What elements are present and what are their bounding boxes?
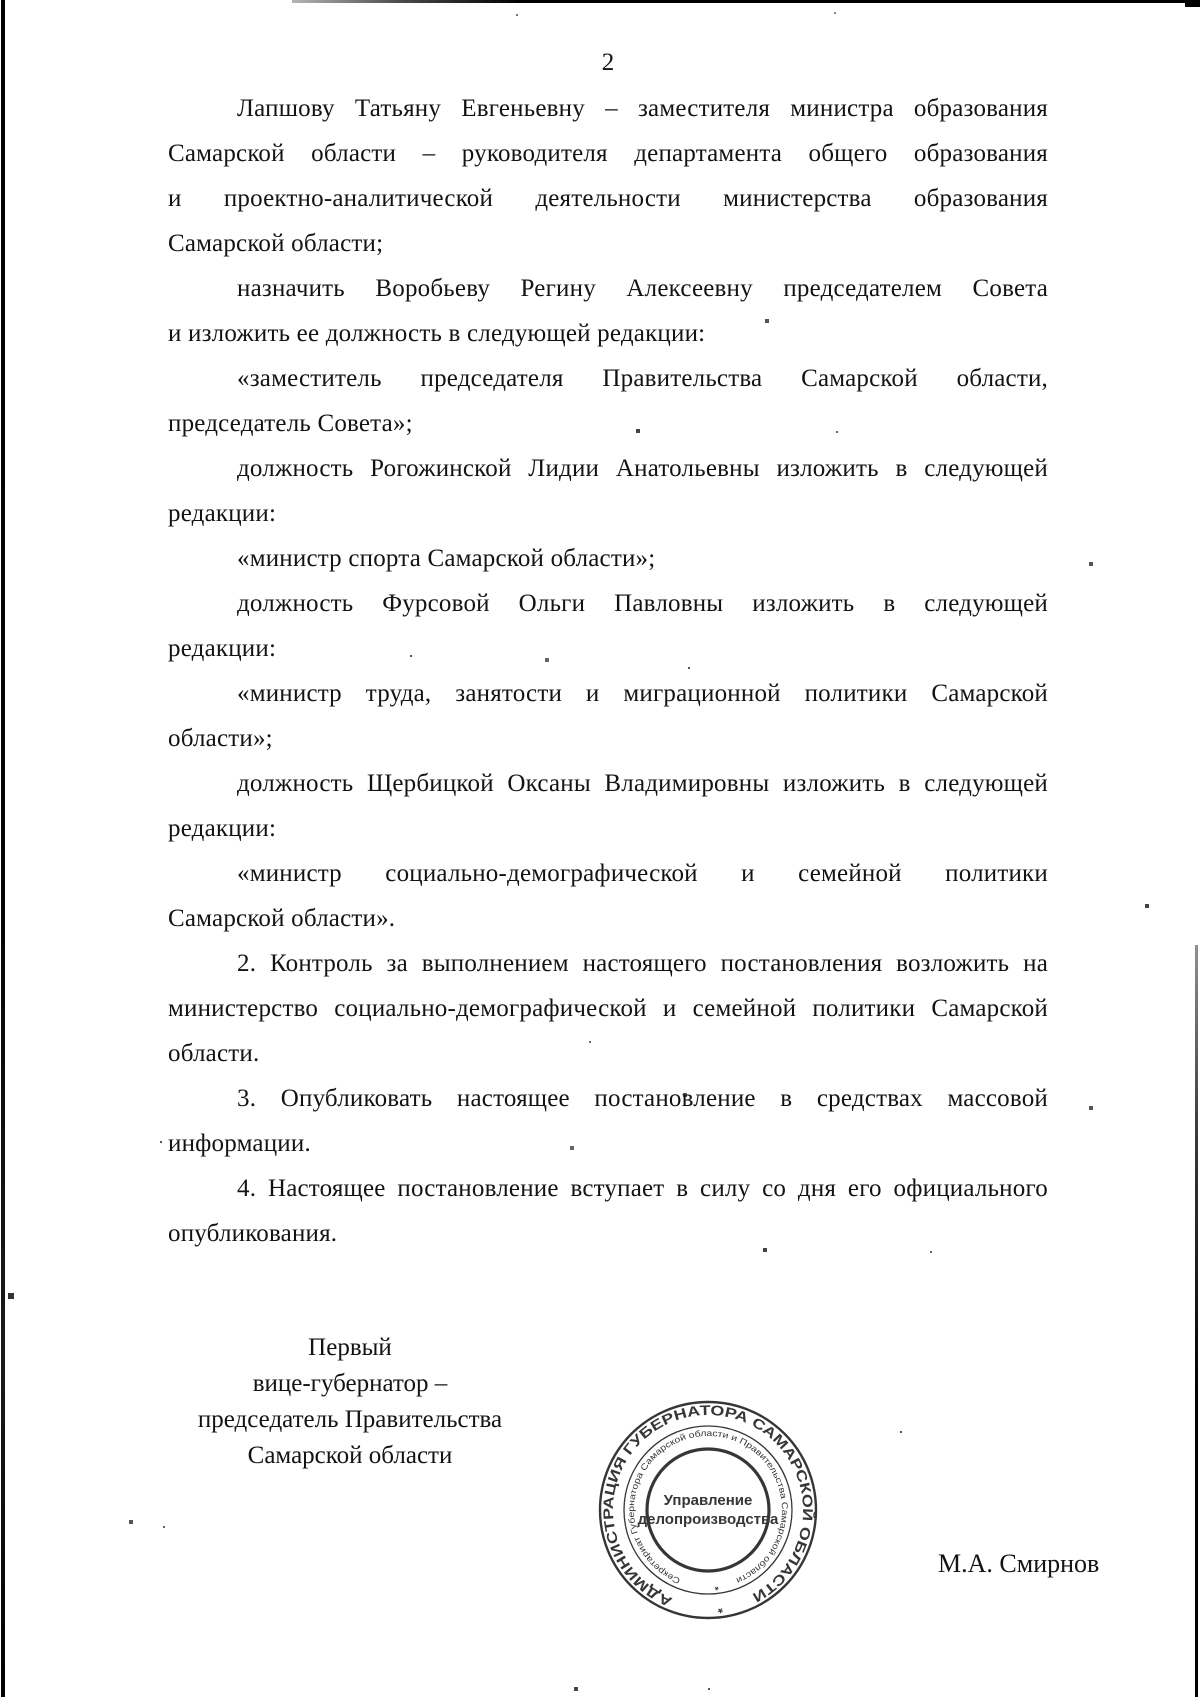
stamp-star-inner: * bbox=[713, 1580, 719, 1592]
signatory-title-line: вице-губернатор – bbox=[252, 1370, 448, 1397]
official-round-stamp bbox=[596, 1398, 820, 1622]
text-line: «министр социально-демографической и семейной политики bbox=[237, 860, 1048, 887]
stamp-center-line1: Управление bbox=[663, 1492, 753, 1509]
text-line: министерство социально-демографической и семейной политики Самарской bbox=[168, 995, 1048, 1022]
document-body bbox=[168, 86, 1048, 1256]
scan-speckles bbox=[0, 0, 2, 2]
text-line: редакции: bbox=[168, 635, 277, 662]
text-line: 4. Настоящее постановление вступает в силу со дня его официального bbox=[237, 1175, 1048, 1202]
signatory-title-line: Самарской области bbox=[247, 1442, 453, 1469]
text-line: должность Рогожинской Лидии Анатольевны изложить в следующей bbox=[237, 455, 1048, 482]
text-line: опубликования. bbox=[168, 1220, 338, 1247]
signatory-title bbox=[150, 1330, 550, 1474]
text-line: области»; bbox=[168, 725, 273, 752]
text-line: «министр спорта Самарской области»; bbox=[237, 545, 656, 572]
page-number: 2 bbox=[601, 49, 615, 76]
text-line: должность Щербицкой Оксаны Владимировны изложить в следующей bbox=[237, 770, 1048, 797]
text-line: председатель Совета»; bbox=[168, 410, 413, 437]
stamp-star-outer: * bbox=[716, 1600, 724, 1617]
text-line: Самарской области; bbox=[168, 230, 384, 257]
text-line: 3. Опубликовать настоящее постановление в средствах массовой bbox=[237, 1085, 1048, 1112]
text-line: Самарской области». bbox=[168, 905, 396, 932]
stamp-center-line2: делопроизводства bbox=[637, 1511, 779, 1528]
text-line: 2. Контроль за выполнением настоящего постановления возложить на bbox=[237, 950, 1048, 977]
stamp-inner-circle bbox=[647, 1449, 769, 1571]
text-line: редакции: bbox=[168, 500, 277, 527]
text-line: «заместитель председателя Правительства Самарской области, bbox=[237, 365, 1048, 392]
text-line: области. bbox=[168, 1040, 260, 1067]
signatory-title-line: председатель Правительства bbox=[197, 1406, 503, 1433]
scan-corner-mark bbox=[1185, 0, 1200, 7]
scan-edge-top bbox=[292, 0, 1200, 3]
stamp-inner-ring-text: Секретариат Губернатора Самарской области и Правительства Самарской области bbox=[625, 1427, 791, 1587]
text-line: Лапшову Татьяну Евгеньевну – заместителя министра образования bbox=[237, 95, 1048, 122]
text-line: Самарской области – руководителя департамента общего образования bbox=[168, 140, 1048, 167]
stamp-middle-circle bbox=[624, 1426, 792, 1594]
text-line: и изложить ее должность в следующей редакции: bbox=[168, 320, 706, 347]
text-line: должность Фурсовой Ольги Павловны изложить в следующей bbox=[237, 590, 1048, 617]
scan-edge-right bbox=[1195, 945, 1198, 1697]
text-line: и проектно-аналитической деятельности министерства образования bbox=[168, 185, 1048, 212]
stamp-outer-ring-text: АДМИНИСТРАЦИЯ ГУБЕРНАТОРА САМАРСКОЙ ОБЛАСТИ bbox=[599, 1401, 817, 1611]
text-line: «министр труда, занятости и миграционной политики Самарской bbox=[237, 680, 1048, 707]
signatory-name: М.А. Смирнов bbox=[938, 1549, 1100, 1578]
text-line: назначить Воробьеву Регину Алексеевну председателем Совета bbox=[237, 275, 1048, 302]
text-line: информации. bbox=[168, 1130, 311, 1157]
text-line: редакции: bbox=[168, 815, 277, 842]
signatory-title-line: Первый bbox=[308, 1334, 392, 1361]
scan-edge-left bbox=[1, 0, 5, 1697]
